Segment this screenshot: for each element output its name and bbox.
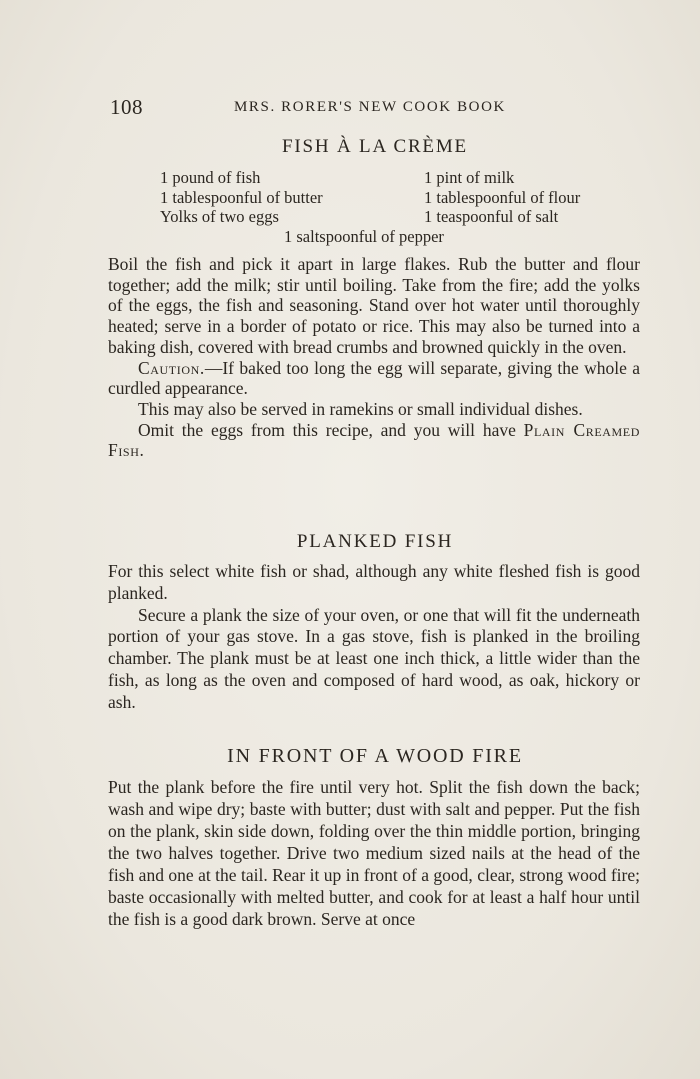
- ingredient-item: 1 tablespoonful of flour: [424, 187, 581, 207]
- paragraph: This may also be served in ramekins or small individual dishes.: [138, 398, 583, 419]
- ingredient-item: Yolks of two eggs: [160, 207, 279, 226]
- recipe-body-fish-a-la-creme: [108, 254, 640, 461]
- recipe-body-wood-fire: [108, 776, 640, 930]
- ingredient-row: [160, 168, 630, 188]
- paragraph: Secure a plank the size of your oven, or one that will fit the underneath portion of your gas stove. In a gas stove, fish is planked in the broiling chamber. The plank must be at least one inch thick, a little wider than the fish, as long as the oven and composed of hard wood, as oak, hickory or ash.: [108, 604, 640, 712]
- paragraph: Put the plank before the fire until very hot. Split the fish down the back; wash and wipe dry; baste with butter; dust with salt and pepper. Put the fish on the plank, skin side down, folding over the thin middle portion, bringing the two halves together. Drive two medium sized nails at the head of the fish and one at the tail. Rear it up in front of a good, clear, strong wood fire; baste occasionally with melted butter, and cook for at least a half hour until the fish is a good dark brown. Serve at once: [108, 777, 640, 929]
- recipe-body-planked-fish: [108, 561, 640, 714]
- ingredient-list: [160, 168, 630, 246]
- caution-label: Caution.: [138, 357, 205, 378]
- ingredient-item: 1 tablespoonful of butter: [160, 187, 323, 207]
- variation-name: Plain Creamed Fish.: [108, 419, 640, 461]
- ingredient-row: [160, 207, 630, 227]
- ingredient-item: 1 saltspoonful of pepper: [284, 226, 444, 246]
- recipe-title-wood-fire: IN FRONT OF A WOOD FIRE: [227, 745, 523, 767]
- page-number: 108: [110, 95, 143, 119]
- running-title: MRS. RORER'S NEW COOK BOOK: [234, 99, 506, 115]
- ingredient-row: [160, 188, 630, 208]
- ingredient-item: 1 teaspoonful of salt: [424, 207, 559, 226]
- caution-text: —If baked too long the egg will separate, giving the whole a curdled appearance.: [108, 357, 640, 399]
- ingredient-item: 1 pound of fish: [160, 168, 261, 187]
- paragraph: For this select white fish or shad, although any white fleshed fish is good planked.: [108, 561, 640, 603]
- variation-text: Omit the eggs from this recipe, and you will have: [138, 419, 524, 440]
- running-head: [110, 95, 640, 119]
- ingredient-item: 1 pint of milk: [424, 168, 515, 187]
- paragraph: Boil the fish and pick it apart in large flakes. Rub the butter and flour together; add the milk; stir until boiling. Take from the fire; add the yolks of the eggs, the fish and seasoning. Stand over hot water until thoroughly heated; serve in a border of potato or rice. This may also be turned into a baking dish, covered with bread crumbs and browned quickly in the oven.: [108, 254, 640, 357]
- paragraph-variation: [108, 420, 640, 461]
- ingredient-row: [160, 227, 630, 247]
- recipe-title-planked-fish: PLANKED FISH: [296, 531, 454, 552]
- paragraph-caution: [108, 358, 640, 399]
- recipe-title-fish-a-la-creme: FISH À LA CRÈME: [282, 136, 468, 157]
